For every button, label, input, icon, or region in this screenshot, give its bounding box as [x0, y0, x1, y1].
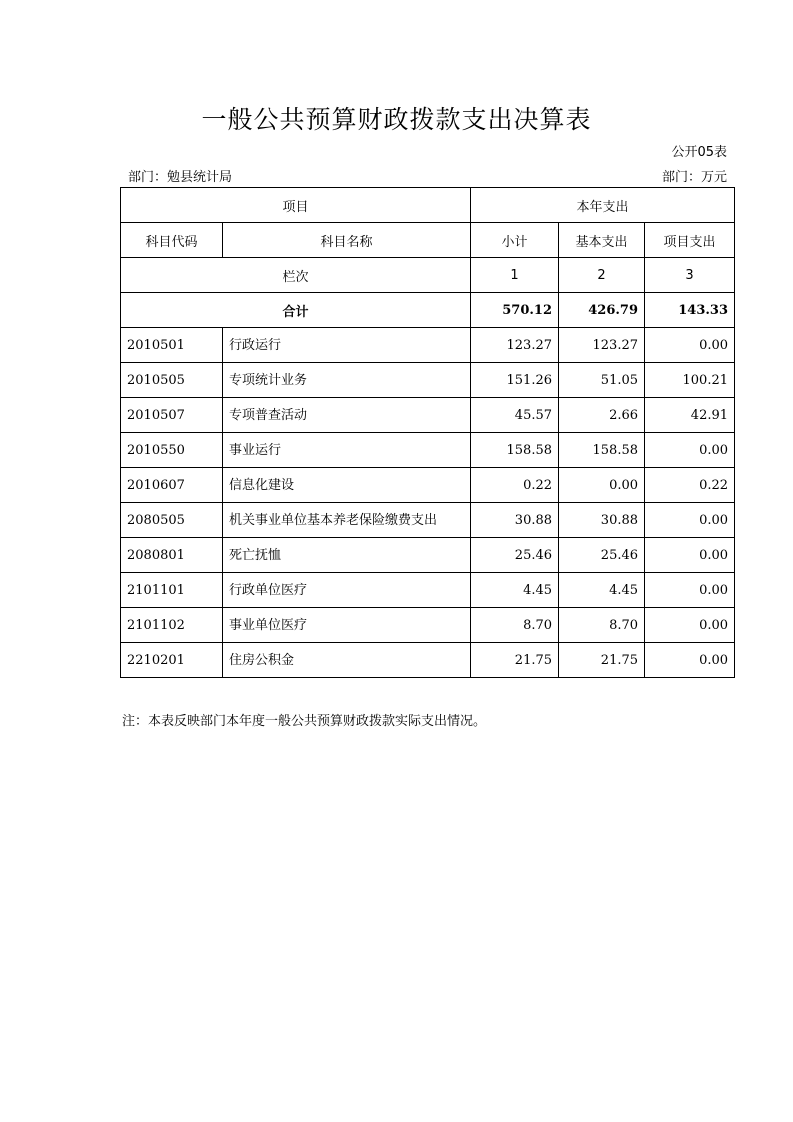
table-row [121, 433, 735, 468]
row-name: 事业单位医疗 [223, 608, 471, 643]
row-name: 事业运行 [223, 433, 471, 468]
row-subtotal: 25.46 [471, 538, 559, 573]
row-code: 2101102 [121, 608, 223, 643]
table-row [121, 608, 735, 643]
column-index-label: 栏次 [121, 258, 471, 293]
total-label: 合计 [121, 293, 471, 328]
row-basic: 2.66 [559, 398, 645, 433]
row-code: 2210201 [121, 643, 223, 678]
row-code: 2010507 [121, 398, 223, 433]
row-subtotal: 4.45 [471, 573, 559, 608]
row-subtotal: 45.57 [471, 398, 559, 433]
row-basic: 4.45 [559, 573, 645, 608]
form-number: 公开05表 [671, 145, 727, 160]
column-index-1: 1 [471, 258, 559, 293]
row-project: 0.00 [645, 573, 735, 608]
row-subtotal: 123.27 [471, 328, 559, 363]
header-basic-expense: 基本支出 [559, 223, 645, 258]
column-index-row [121, 258, 735, 293]
row-code: 2010607 [121, 468, 223, 503]
table-row [121, 363, 735, 398]
row-code: 2080801 [121, 538, 223, 573]
row-name: 机关事业单位基本养老保险缴费支出 [223, 503, 471, 538]
row-basic: 8.70 [559, 608, 645, 643]
row-subtotal: 158.58 [471, 433, 559, 468]
header-project: 项目 [121, 188, 471, 223]
table-row [121, 538, 735, 573]
total-subtotal: 570.12 [471, 293, 559, 328]
header-row-2 [121, 223, 735, 258]
row-subtotal: 21.75 [471, 643, 559, 678]
row-name: 信息化建设 [223, 468, 471, 503]
row-project: 42.91 [645, 398, 735, 433]
unit-label: 部门：万元 [661, 170, 727, 185]
table-row [121, 643, 735, 678]
row-basic: 21.75 [559, 643, 645, 678]
row-project: 0.22 [645, 468, 735, 503]
header-row-1 [121, 188, 735, 223]
row-code: 2010501 [121, 328, 223, 363]
header-subject-code: 科目代码 [121, 223, 223, 258]
row-basic: 51.05 [559, 363, 645, 398]
department-label: 部门：勉县统计局 [128, 170, 233, 185]
row-basic: 158.58 [559, 433, 645, 468]
header-project-expense: 项目支出 [645, 223, 735, 258]
row-project: 0.00 [645, 643, 735, 678]
row-subtotal: 30.88 [471, 503, 559, 538]
row-name: 住房公积金 [223, 643, 471, 678]
header-subject-name: 科目名称 [223, 223, 471, 258]
row-basic: 30.88 [559, 503, 645, 538]
row-subtotal: 8.70 [471, 608, 559, 643]
row-project: 0.00 [645, 433, 735, 468]
row-project: 0.00 [645, 538, 735, 573]
table-row [121, 503, 735, 538]
row-project: 0.00 [645, 328, 735, 363]
row-basic: 0.00 [559, 468, 645, 503]
table-row [121, 468, 735, 503]
row-project: 0.00 [645, 503, 735, 538]
header-subtotal: 小计 [471, 223, 559, 258]
row-basic: 123.27 [559, 328, 645, 363]
document-title: 一般公共预算财政拨款支出决算表 [201, 105, 592, 134]
row-subtotal: 151.26 [471, 363, 559, 398]
row-project: 100.21 [645, 363, 735, 398]
table-row [121, 398, 735, 433]
total-project: 143.33 [645, 293, 735, 328]
row-basic: 25.46 [559, 538, 645, 573]
row-name: 行政单位医疗 [223, 573, 471, 608]
row-name: 专项统计业务 [223, 363, 471, 398]
row-project: 0.00 [645, 608, 735, 643]
row-subtotal: 0.22 [471, 468, 559, 503]
row-code: 2080505 [121, 503, 223, 538]
row-code: 2010550 [121, 433, 223, 468]
row-name: 专项普查活动 [223, 398, 471, 433]
expense-table [120, 187, 735, 678]
row-code: 2010505 [121, 363, 223, 398]
total-row [121, 293, 735, 328]
column-index-3: 3 [645, 258, 735, 293]
row-code: 2101101 [121, 573, 223, 608]
row-name: 行政运行 [223, 328, 471, 363]
footnote: 注：本表反映部门本年度一般公共预算财政拨款实际支出情况。 [122, 714, 487, 729]
header-current-year-expense: 本年支出 [471, 188, 735, 223]
total-basic: 426.79 [559, 293, 645, 328]
row-name: 死亡抚恤 [223, 538, 471, 573]
table-row [121, 328, 735, 363]
table-row [121, 573, 735, 608]
column-index-2: 2 [559, 258, 645, 293]
